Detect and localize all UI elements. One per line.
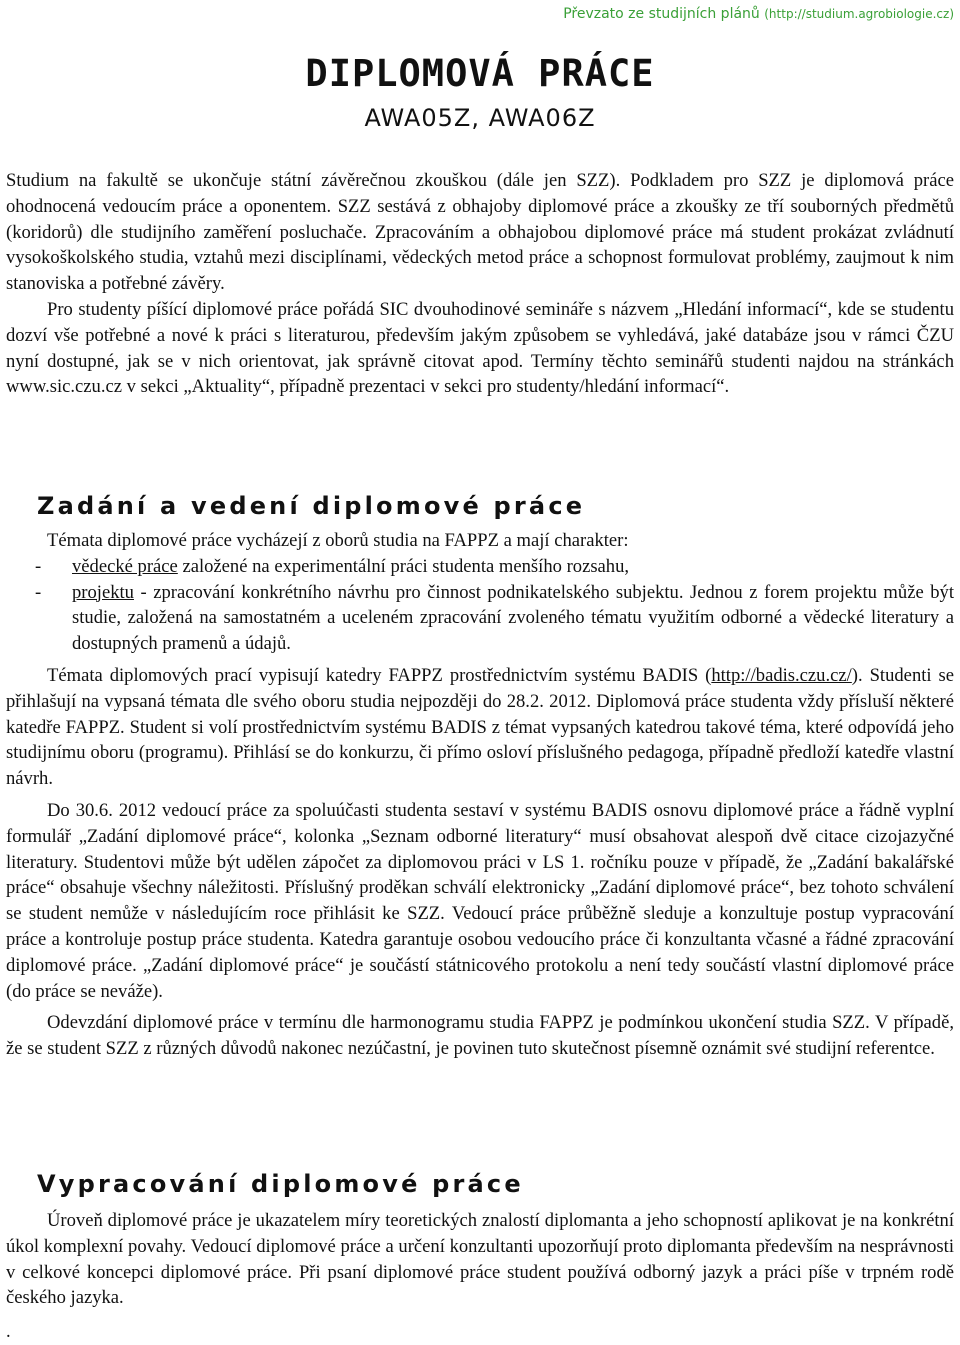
course-codes: AWA05Z, AWA06Z — [364, 104, 596, 132]
preparation-paragraph: Úroveň diplomové práce je ukazatelem míry teoretických znalostí diplomanta a jeho schopností aplikovat je na konkrétní úkol komplexní povahy. Vedoucí diplomové práce a určení konzultanti upozorňují proto diplomanta především na nesprávnosti v celkové koncepci diplomové práce. Při psaní diplomové práce student používá odborný jazyk a práci píše v trpném rodě českého jazyka. — [6, 1210, 954, 1309]
list-item — [6, 580, 954, 657]
submission-paragraph: Odevzdání diplomové práce v termínu dle harmonogramu studia FAPPZ je podmínkou ukončení studia SZZ. V případě, že se student SZZ z různých důvodů nakonec nezúčastní, je povinen tuto skutečnost písemně oznámit své studijní referentce. — [6, 1012, 954, 1060]
badis-link[interactable]: http://badis.czu.cz/ — [711, 664, 852, 686]
section-heading-assignment: Zadání a vedení diplomové práce — [37, 492, 586, 520]
document-title: DIPLOMOVÁ PRÁCE — [305, 52, 655, 95]
section-heading-preparation: Vypracování diplomové práce — [37, 1170, 524, 1198]
trailing-dot: . — [6, 1321, 11, 1343]
list-term: vědecké práce — [72, 555, 178, 577]
intro-paragraph-1: Studium na fakultě se ukončuje státní závěrečnou zkouškou (dále jen SZZ). Podkladem pro SZZ je diplomová práce ohodnocená vedoucím práce a oponentem. SZZ sestává z obhajoby diplomové práce a zkoušky ze tří souborných předmětů (koridorů) dle studijního zaměření posluchače. Zpracováním a obhajobou diplomové práce má student prokázat zvládnutí vysokoškolského studia, vztahů mezi disciplínami, vědeckých metod práce a schopnost formulovat problémy, zaujmout k nim stanoviska a potřebné závěry. — [6, 170, 954, 295]
assignment-section — [6, 528, 954, 1062]
list-item — [6, 554, 954, 580]
badis-text-b: ). Studenti se přihlašují na vypsaná témata dle svého oboru studia nejpozději do 28.2. 2012. Diplomová práce studenta vždy přísluší některé katedře FAPPZ. Student si volí prostřednictvím systému BADIS z témat vypsaných katedrou takové téma, které odpovídá jeho studijnímu oboru (programu). Přihlásí se do konkurzu, či přímo osloví příslušného pedagoga, případně předloží katedře vlastní návrh. — [6, 664, 955, 790]
list-text: - zpracování konkrétního návrhu pro činnost podnikatelského subjektu. Jednou z forem projektu může být studie, založená na samostatném a uceleném zpracování zvoleného tématu využitím odborné a vědecké literatury a dostupných pramenů a údajů. — [72, 581, 954, 655]
list-term: projektu — [72, 581, 134, 603]
source-text: Převzato ze studijních plánů — [563, 6, 760, 22]
list-dash: - — [35, 555, 42, 577]
deadline-paragraph: Do 30.6. 2012 vedoucí práce za spoluúčasti studenta sestaví v systému BADIS osnovu diplomové práce a řádně vyplní formulář „Zadání diplomové práce“, kolonka „Seznam odborné literatury“ musí obsahovat alespoň dvě citace cizojazyčné literatury. Studentovi může být udělen zápočet za diplomovou práci v LS 1. ročníku pouze v případě, že „Zadání bakalářské práce“ obsahuje všechny náležitosti. Příslušný proděkan schválí elektronicky „Zadání diplomové práce“, bez tohoto schválení se student nemůže v následujícím roce přihlásit ke SZZ. Vedoucí práce průběžně sleduje a konzultuje postup vypracování práce a kontroluje postup práce studenta. Katedra garantuje osobou vedoucího práce či konzultanta včasné a řádné zpracování diplomové práce. „Zadání diplomové práce“ je součástí státnicového protokolu a není tedy součástí vlastní diplomové práce (do práce se neváže). — [6, 799, 954, 1002]
list-dash: - — [35, 581, 42, 603]
list-text: založené na experimentální práci studenta menšího rozsahu, — [177, 555, 630, 577]
badis-paragraph — [6, 663, 954, 792]
preparation-section — [6, 1208, 954, 1345]
source-url[interactable]: (http://studium.agrobiologie.cz) — [764, 7, 954, 21]
badis-text-a: Témata diplomových prací vypisují katedry FAPPZ prostřednictvím systému BADIS ( — [47, 664, 712, 686]
intro-paragraph-2: Pro studenty píšící diplomové práce pořádá SIC dvouhodinové semináře s názvem „Hledání informací“, kde se studentu dozví vše potřebné a nové k práci s literaturou, především jakým způsobem se vyhledává, jaké databáze jsou v rámci ČZU nyní dostupné, jak se v nich orientovat, jak správně citovat apod. Termíny těchto seminářů studenti najdou na stránkách www.sic.czu.cz v sekci „Aktuality“, případně prezentaci v sekci pro studenty/hledání informací“. — [6, 298, 954, 398]
topics-lead: Témata diplomové práce vycházejí z oborů studia na FAPPZ a mají charakter: — [47, 530, 629, 551]
intro-section — [6, 168, 954, 400]
source-note — [563, 6, 954, 22]
